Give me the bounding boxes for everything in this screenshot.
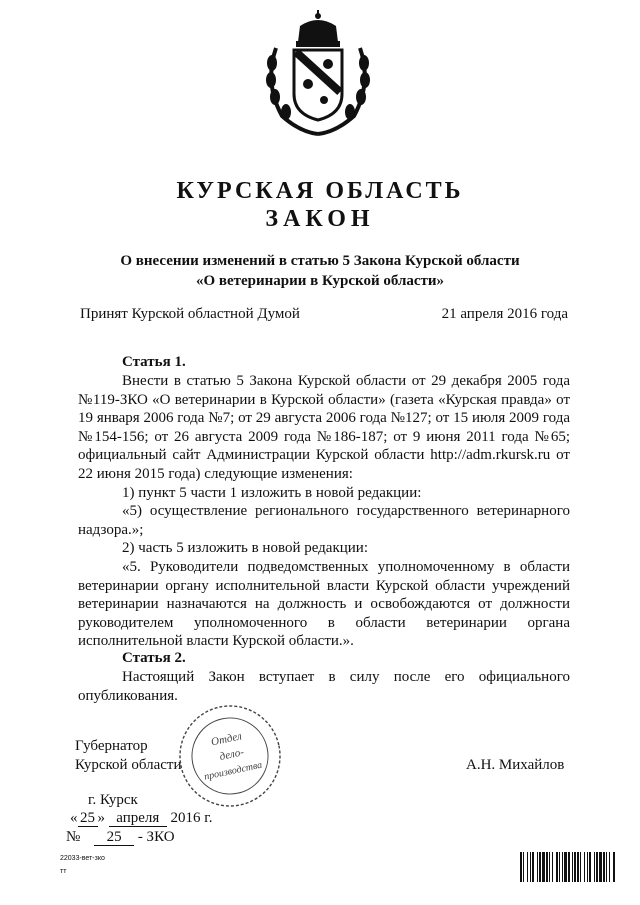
- number-sign: №: [66, 829, 81, 845]
- barcode-bar: [589, 852, 591, 882]
- law-number-value: 25: [94, 830, 134, 846]
- barcode-bar: [594, 852, 595, 882]
- article-1-body: [78, 372, 570, 651]
- signing-year: 2016 г.: [170, 810, 213, 826]
- barcode-bar: [574, 852, 576, 882]
- barcode-bar: [599, 852, 602, 882]
- barcode-bar: [556, 852, 558, 882]
- signatory-title-line-2: Курской области: [75, 757, 182, 773]
- subtitle-line-2: «О ветеринарии в Курской области»: [195, 273, 445, 289]
- article-1-paragraph: 2) часть 5 изложить в новой редакции:: [122, 540, 369, 557]
- signing-day: 25: [78, 811, 98, 827]
- barcode-bar: [530, 852, 531, 882]
- stamp-line-3: производства: [203, 759, 264, 783]
- article-1-paragraph: «5) осуществление регионального государственного ветеринарного надзора.»;: [78, 503, 570, 538]
- barcode-bar: [549, 852, 550, 882]
- barcode-bar: [559, 852, 560, 882]
- barcode-bar: [520, 852, 522, 882]
- adopted-by: Принят Курской областной Думой: [80, 306, 300, 322]
- stamp-line-1: Отдел: [210, 730, 243, 749]
- barcode-bar: [580, 852, 581, 882]
- barcode-bar: [609, 852, 610, 882]
- operator-initials: тт: [60, 868, 67, 875]
- subtitle-line-1: О внесении изменений в статью 5 Закона Курской области: [120, 253, 520, 269]
- article-2-paragraph: Настоящий Закон вступает в силу после его официального опубликования.: [78, 669, 570, 704]
- barcode-bar: [568, 852, 570, 882]
- article-1-paragraph: 1) пункт 5 части 1 изложить в новой редакции:: [122, 484, 422, 501]
- article-1-paragraph: «5. Руководители подведомственных уполномоченному в области ветеринарии органу исполнительной власти Курской области учреждений ветеринарии назначаются на должность и освобождаются от должности руководителем уполномоченного в области ветеринарии органа исполнительной власти Курской области.».: [78, 558, 570, 650]
- law-number: [66, 829, 175, 846]
- barcode-bar: [564, 852, 567, 882]
- barcode-bar: [606, 852, 607, 882]
- document-type-heading: ЗАКОН: [265, 206, 375, 232]
- barcode-bar: [572, 852, 573, 882]
- barcode-bar: [587, 852, 588, 882]
- day-close-quote: »: [97, 810, 105, 826]
- document-code: 22033-вет-зко: [60, 855, 105, 862]
- barcode-bar: [596, 852, 598, 882]
- signatory-title-line-1: Губернатор: [75, 738, 148, 754]
- barcode-bar: [552, 852, 553, 882]
- article-1-paragraph: Внести в статью 5 Закона Курской области от 29 декабря 2005 года №119-ЗКО «О ветеринарии в Курской области» (газета «Курская правда» от 19 января 2006 года №7; от 29 августа 2006 года №127; от 15 июля 2009 года №154-156; от 26 августа 2009 года №186-187; от 9 июня 2011 года №65; официальный сайт Администрации Курской области http://adm.rkursk.ru от 22 июня 2015 года) следующие изменения:: [78, 373, 570, 482]
- signing-month: апреля: [109, 811, 167, 827]
- law-subtitle: [70, 251, 570, 291]
- barcode-bar: [527, 852, 528, 882]
- barcode-bar: [537, 852, 538, 882]
- barcode-bar: [539, 852, 541, 882]
- barcode-bar: [562, 852, 563, 882]
- signatory-name: А.Н. Михайлов: [466, 757, 565, 773]
- region-heading: КУРСКАЯ ОБЛАСТЬ: [176, 178, 464, 204]
- barcode-bar: [532, 852, 534, 882]
- article-2-body: [78, 668, 570, 705]
- barcode-bar: [542, 852, 545, 882]
- signing-date: [70, 810, 212, 827]
- adoption-date: 21 апреля 2016 года: [441, 306, 568, 322]
- barcode-bar: [584, 852, 585, 882]
- day-open-quote: «: [70, 810, 78, 826]
- barcode-bar: [523, 852, 524, 882]
- barcode-bar: [603, 852, 605, 882]
- article-1-title: Статья 1.: [122, 354, 186, 370]
- barcode: [520, 852, 616, 882]
- barcode-bar: [613, 852, 615, 882]
- article-2-title: Статья 2.: [122, 650, 186, 666]
- stamp-line-2: дело-: [218, 746, 245, 764]
- law-number-suffix: - ЗКО: [137, 829, 175, 845]
- coat-of-arms-emblem: [262, 8, 374, 136]
- city: г. Курск: [88, 792, 138, 808]
- office-stamp: [170, 702, 290, 810]
- barcode-bar: [577, 852, 579, 882]
- barcode-bar: [546, 852, 548, 882]
